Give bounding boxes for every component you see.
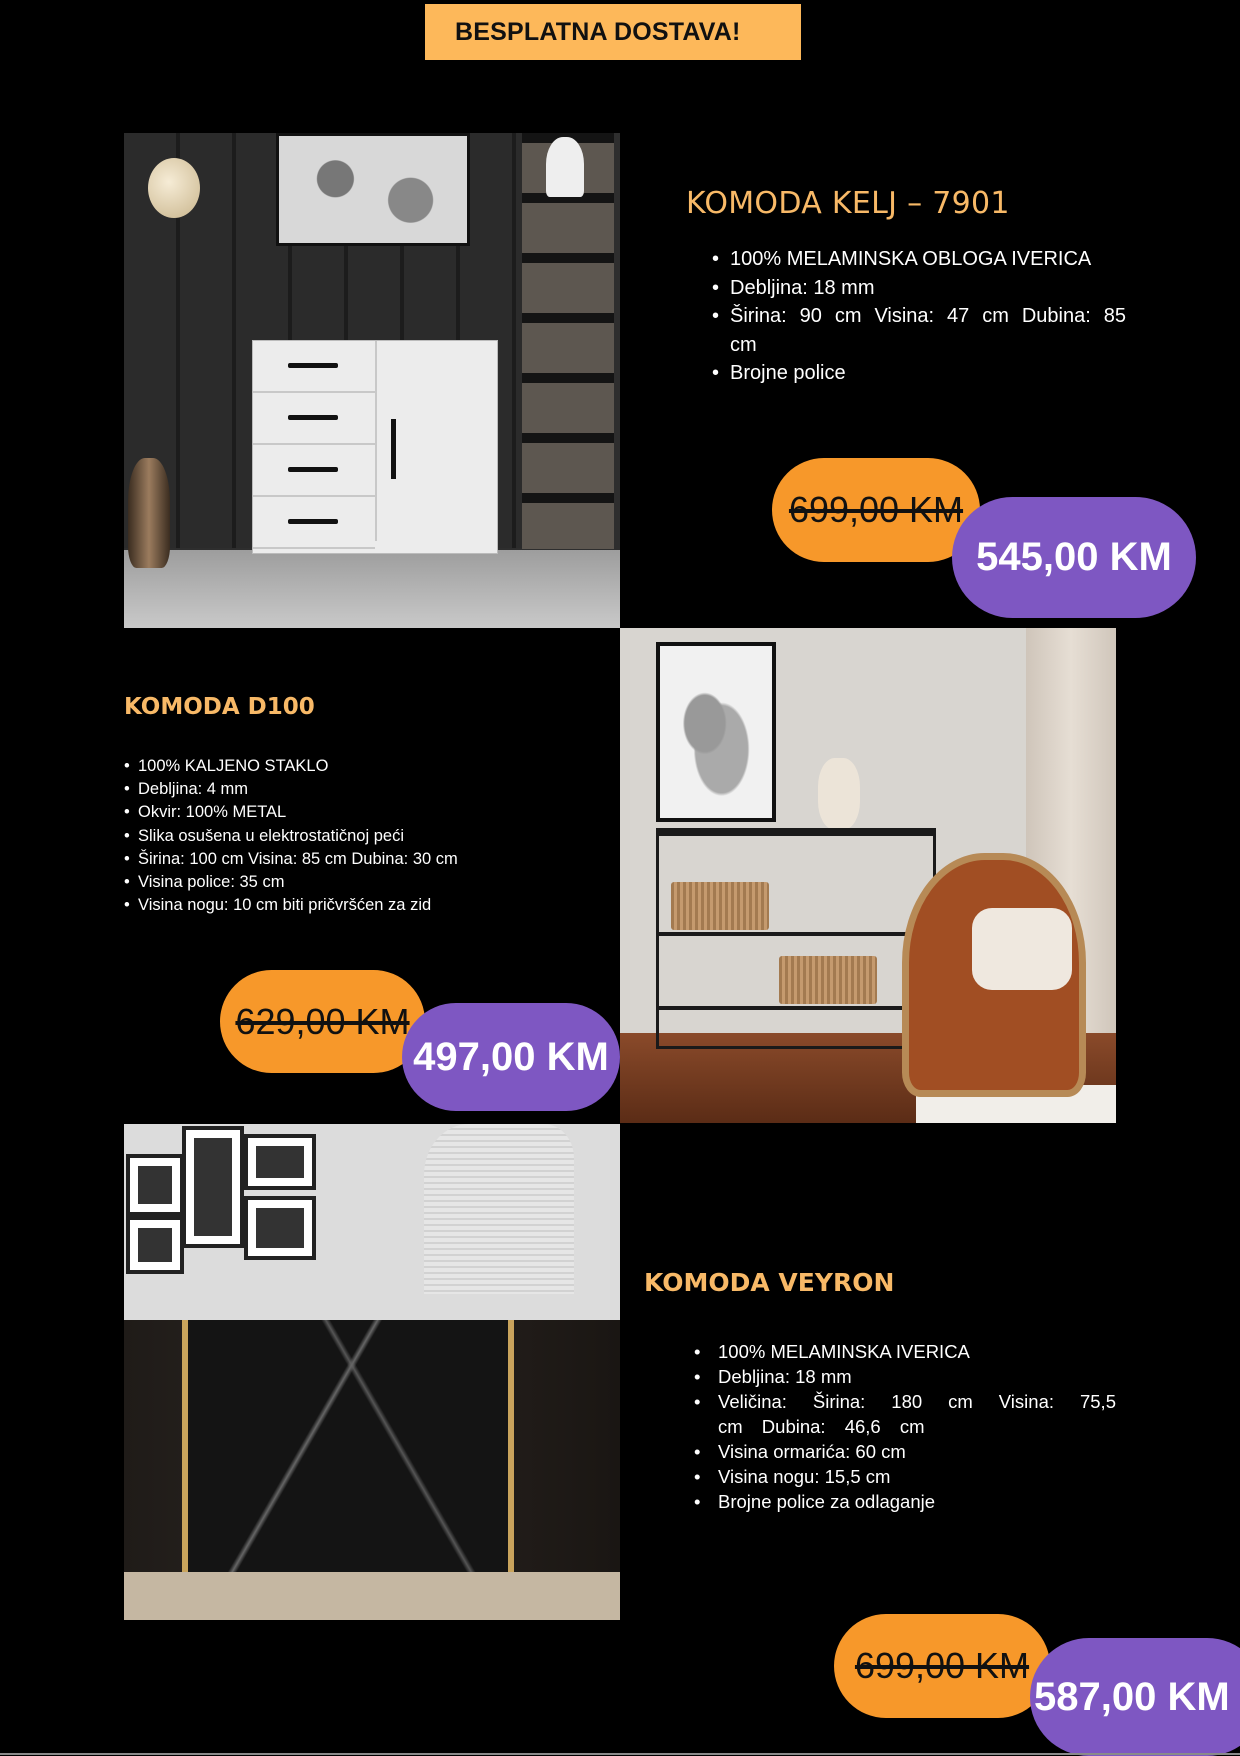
spec-item: • Debljina: 18 mm — [694, 1366, 852, 1387]
new-price-badge: 497,00 KM — [402, 1003, 620, 1111]
spec-item: • Veličina: Širina: 180 cm Visina: 75,5 cm Dubina: 46,6 cm — [694, 1391, 1116, 1437]
product-title: KOMODA KELJ – 7901 — [686, 186, 1010, 221]
new-price-badge: 545,00 KM — [952, 497, 1196, 618]
spec-item: • Širina: 100 cm Visina: 85 cm Dubina: 30 cm — [124, 849, 458, 868]
spec-item: • 100% KALJENO STAKLO — [124, 757, 329, 775]
spec-item: • 100% MELAMINSKA OBLOGA IVERICA — [712, 248, 1092, 270]
spec-item: • Visina nogu: 10 cm biti pričvršćen za zid — [124, 896, 432, 915]
free-delivery-banner — [425, 4, 801, 60]
floor-vase — [128, 458, 170, 568]
white-dresser — [252, 340, 498, 554]
product-image-kelj — [124, 133, 620, 628]
spec-item: • Debljina: 4 mm — [124, 780, 249, 799]
spec-item: • Brojne police za odlaganje — [694, 1491, 936, 1512]
old-price-badge: 699,00 KM — [772, 458, 980, 562]
spec-item: • Visina ormarića: 60 cm — [694, 1441, 906, 1462]
old-price-badge: 699,00 KM — [834, 1614, 1050, 1718]
spec-item: • Visina police: 35 cm — [124, 873, 285, 892]
product-image-d100 — [620, 628, 1116, 1123]
product-specs — [690, 1339, 1116, 1514]
spec-item: • 100% MELAMINSKA IVERICA — [694, 1341, 970, 1362]
framed-art — [656, 642, 776, 822]
wall-relief — [424, 1124, 574, 1294]
banner-text: BESPLATNA DOSTAVA! — [455, 17, 741, 46]
spec-item: • Širina: 90 cm Visina: 47 cm Dubina: 85 cm — [712, 305, 1126, 356]
spec-item: • Slika osušena u elektrostatičnoj peći — [124, 826, 404, 845]
spec-item: • Debljina: 18 mm — [712, 276, 875, 299]
ceramic-vase — [818, 758, 860, 830]
marble-doors — [186, 1320, 508, 1572]
product-title: KOMODA VEYRON — [644, 1268, 895, 1297]
spec-item: • Okvir: 100% METAL — [124, 803, 287, 822]
old-price-badge: 629,00 KM — [220, 970, 425, 1073]
spec-item: • Visina nogu: 15,5 cm — [694, 1466, 891, 1487]
product-specs — [686, 245, 1126, 388]
metal-console — [656, 828, 936, 1049]
product-specs — [124, 755, 584, 917]
product-title: KOMODA D100 — [124, 694, 315, 720]
wall-art — [276, 133, 470, 246]
new-price-badge: 587,00 KM — [1030, 1638, 1240, 1756]
spec-item: • Brojne police — [712, 362, 846, 385]
bust-statue — [546, 137, 584, 197]
pendant-lamp — [148, 158, 200, 218]
product-image-veyron — [124, 1124, 620, 1620]
